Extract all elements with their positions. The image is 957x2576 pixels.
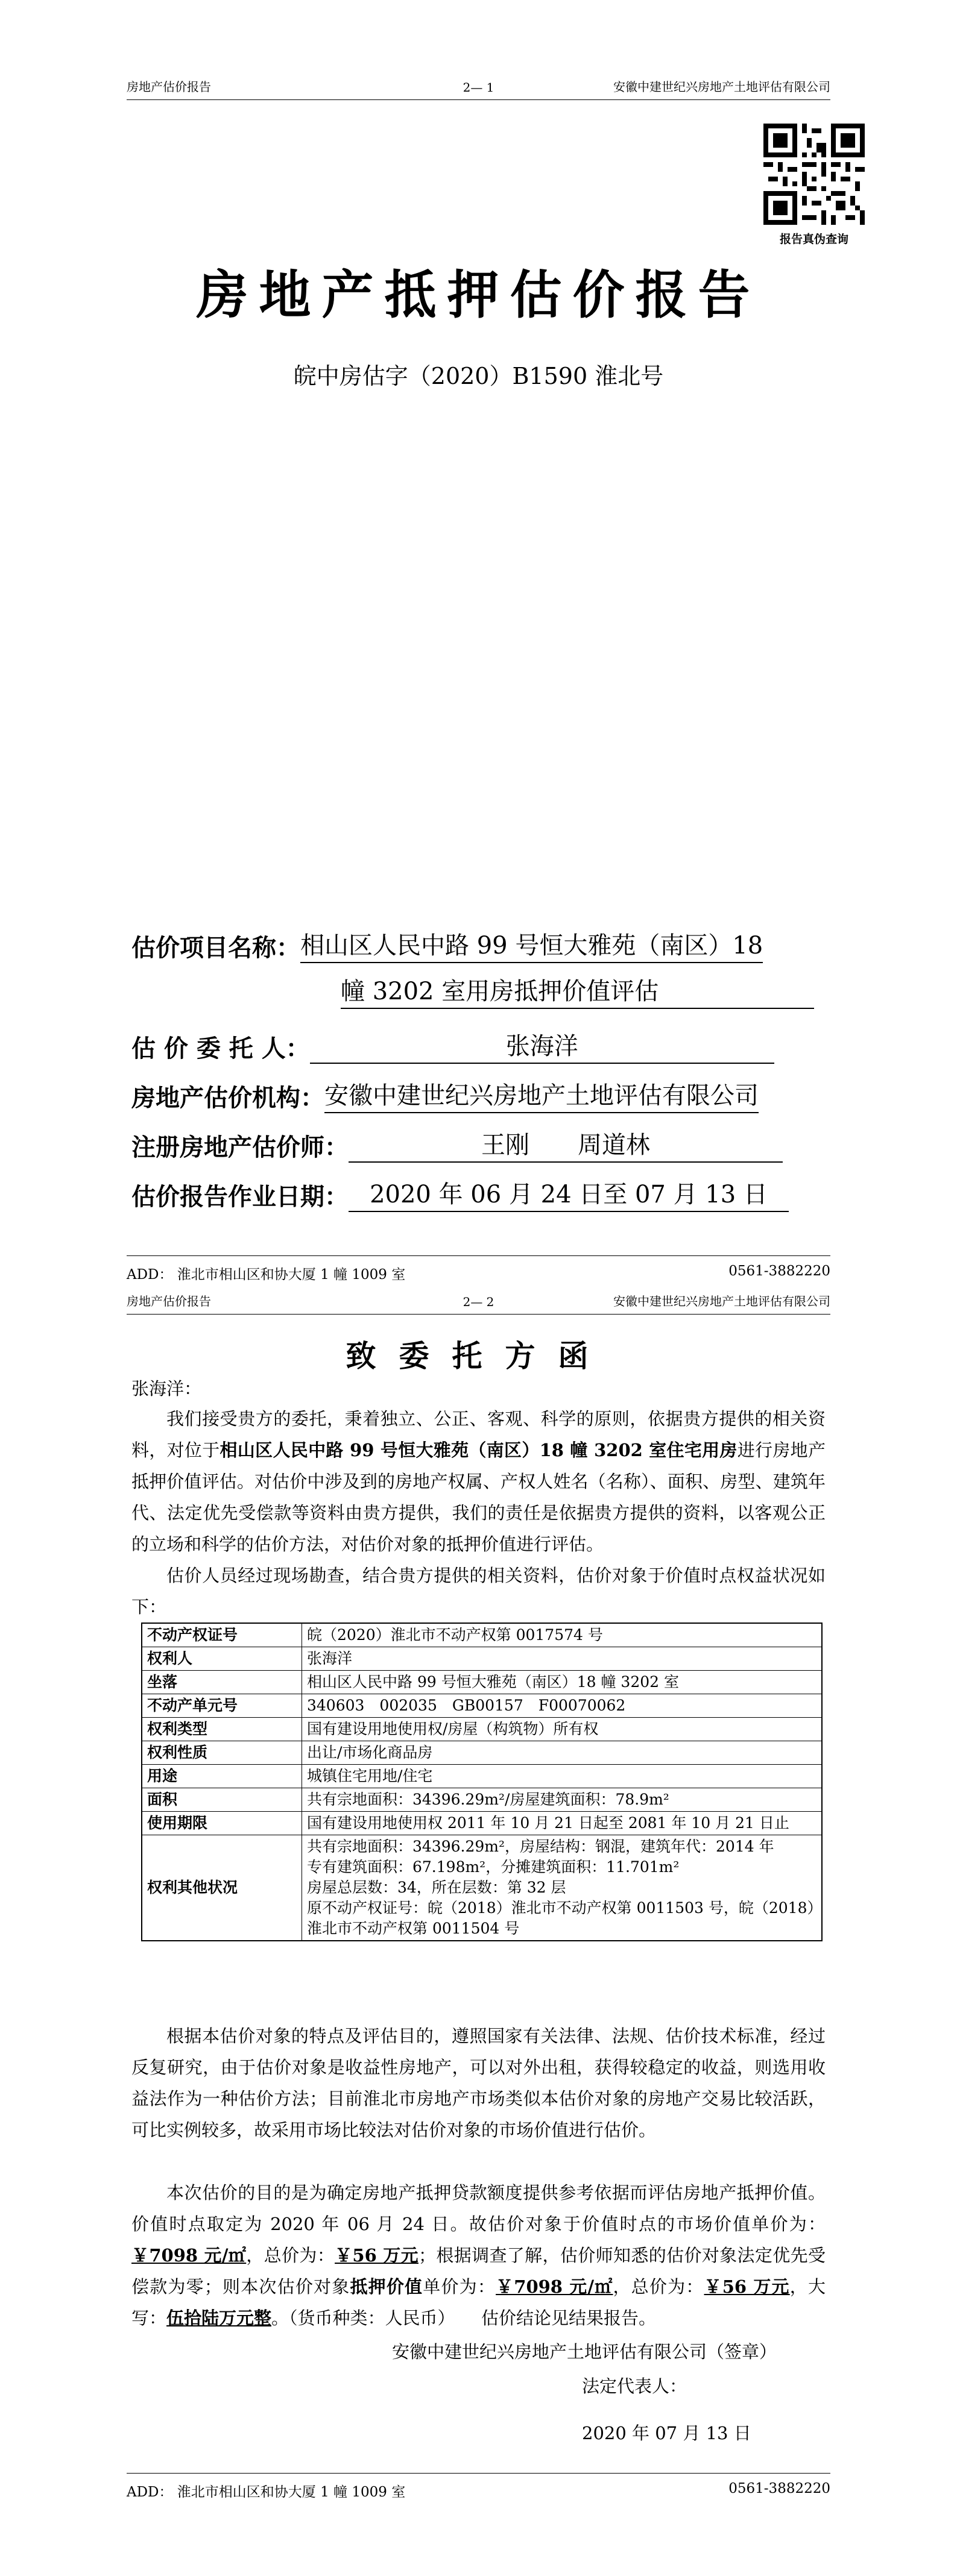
footer-phone: 0561-3882220 (728, 2481, 830, 2496)
footer-address: ADD： 淮北市相山区和协大厦 1 幢 1009 室 (127, 1267, 406, 1283)
table-row (142, 1835, 822, 1941)
date-value: 2020 年 06 月 24 日至 07 月 13 日 (349, 1175, 789, 1212)
table-value (302, 1741, 823, 1765)
table-row (142, 1812, 822, 1835)
table-row (142, 1741, 822, 1765)
table-key: 坐落 (142, 1671, 302, 1694)
client-label: 估 价 委 托 人： (131, 1034, 310, 1063)
table-value-line: 相山区人民中路 99 号恒大雅苑（南区）18 幢 3202 室 (307, 1673, 679, 1691)
table-value-line: 国有建设用地使用权/房屋（构筑物）所有权 (307, 1720, 599, 1738)
table-row (142, 1671, 822, 1694)
p4-text-h: 。（货币种类：人民币） 估价结论见结果报告。 (271, 2308, 657, 2328)
project-value-line2: 幢 3202 室用房抵押价值评估 (341, 972, 814, 1009)
table-value-line: 国有建设用地使用权 2011 年 10 月 21 日起至 2081 年 10 月 21 日止 (307, 1814, 789, 1832)
header-right: 安徽中建世纪兴房地产土地评估有限公司 (613, 80, 830, 94)
table-row (142, 1623, 822, 1647)
unit-price: ￥7098 元/㎡ (131, 2245, 247, 2266)
footer-address: ADD： 淮北市相山区和协大厦 1 幢 1009 室 (127, 2484, 406, 2500)
table-value-line: 张海洋 (307, 1650, 353, 1667)
table-value (302, 1718, 823, 1741)
page-footer (127, 2473, 830, 2501)
table-value-line: 房屋总层数：34，所在层数：第 32 层 (307, 1879, 566, 1896)
project-value-line1: 相山区人民中路 99 号恒大雅苑（南区）18 (300, 926, 763, 963)
project-label: 估价项目名称： (131, 934, 300, 962)
page-header (127, 1292, 830, 1315)
table-key: 权利性质 (142, 1741, 302, 1765)
p1-text-a: 我们接受贵方的委托，秉着独立、公正、客观、科学的原则，依据贵方提供的相关资料，对位于 (131, 1409, 826, 1460)
header-page-number: 2— 2 (463, 1295, 494, 1309)
appraiser-label: 注册房地产估价师： (131, 1133, 349, 1161)
agency-label: 房地产估价机构： (131, 1084, 324, 1112)
p4-text-b: ，总价为： (246, 2245, 335, 2266)
table-value (302, 1812, 823, 1835)
header-right: 安徽中建世纪兴房地产土地评估有限公司 (613, 1294, 830, 1308)
table-row (142, 1788, 822, 1812)
table-value (302, 1694, 823, 1718)
paragraph-4 (131, 2177, 826, 2334)
mortgage-unit-price: ￥7098 元/㎡ (496, 2276, 613, 2297)
table-value-line: 城镇住宅用地/住宅 (307, 1767, 433, 1785)
report-number: 皖中房估字（2020）B1590 淮北号 (293, 363, 664, 389)
table-value-line: 共有宗地面积：34396.29m²，房屋结构：钢混，建筑年代：2014 年 (307, 1838, 774, 1855)
mortgage-value-label: 抵押价值 (350, 2276, 423, 2297)
signature-date: 2020 年 07 月 13 日 (582, 2423, 751, 2443)
table-key: 权利其他状况 (142, 1835, 302, 1941)
table-key: 权利类型 (142, 1718, 302, 1741)
paragraph-3: 根据本估价对象的特点及评估目的，遵照国家有关法律、法规、估价技术标准，经过反复研究，由于估价对象是收益性房地产，可以对外出租，获得较稳定的收益，则选用收益法作为一种估价方法；目前淮北市房地产市场类似本估价对象的房地产交易比较活跃，可比实例较多，故采用市场比较法对估价对象的市场价值进行估价。 (131, 2026, 826, 2140)
mortgage-total-price: ￥56 万元 (704, 2276, 790, 2297)
paragraph-1 (131, 1403, 826, 1560)
table-key: 面积 (142, 1788, 302, 1812)
table-row (142, 1718, 822, 1741)
total-price: ￥56 万元 (335, 2245, 418, 2266)
header-left: 房地产估价报告 (127, 80, 211, 94)
table-value-line: 原不动产权证号：皖（2018）淮北市不动产权第 0011503 号，皖（2018） (307, 1899, 823, 1917)
table-key: 用途 (142, 1765, 302, 1788)
p1-text-c: 进行房地产抵押价值评估。对估价中涉及到的房地产权属、产权人姓名（名称）、面积、房型、建筑年代、法定优先受偿款等资料由贵方提供，我们的责任是依据贵方提供的资料，以客观公正的立场和科学的估价方法，对估价对象的抵押价值进行评估。 (131, 1440, 826, 1554)
addressee: 张海洋： (131, 1378, 202, 1399)
total-in-words: 伍拾陆万元整 (166, 2308, 272, 2328)
table-value (302, 1765, 823, 1788)
table-key: 权利人 (142, 1647, 302, 1671)
table-value-line: 340603 002035 GB00157 F00070062 (307, 1697, 626, 1714)
header-page-number: 2— 1 (463, 80, 494, 95)
report-title: 房地产抵押估价报告 (196, 265, 761, 325)
table-value-line: 淮北市不动产权第 0011504 号 (307, 1920, 520, 1937)
table-value-line: 皖（2020）淮北市不动产权第 0017574 号 (307, 1626, 603, 1644)
p4-text-c: ；根据调查了解，估价师知悉的估价对象法定优先受偿款为零；则本次估价对象 (131, 2245, 826, 2297)
p4-text-g: ，大写： (131, 2276, 826, 2328)
table-value-line: 专有建筑面积：67.198m²，分摊建筑面积：11.701m² (307, 1858, 680, 1876)
table-row (142, 1694, 822, 1718)
table-value-line: 出让/市场化商品房 (307, 1744, 433, 1761)
footer-phone: 0561-3882220 (728, 1263, 830, 1279)
rights-table (141, 1623, 823, 1941)
table-value (302, 1623, 823, 1647)
table-key: 使用期限 (142, 1812, 302, 1835)
table-key: 不动产单元号 (142, 1694, 302, 1718)
date-label: 估价报告作业日期： (131, 1183, 349, 1211)
signature-company: 安徽中建世纪兴房地产土地评估有限公司（签章） (392, 2342, 777, 2362)
p4-text-f: ，总价为： (613, 2276, 704, 2297)
qr-caption: 报告真伪查询 (779, 233, 848, 246)
signature-representative: 法定代表人： (582, 2376, 687, 2396)
table-row (142, 1765, 822, 1788)
table-row (142, 1647, 822, 1671)
table-value (302, 1647, 823, 1671)
p4-text-e: 单价为： (423, 2276, 496, 2297)
client-value: 张海洋 (310, 1027, 774, 1064)
p4-text-a: 本次估价的目的是为确定房地产抵押贷款额度提供参考依据而评估房地产抵押价值。价值时点取定为 2020 年 06 月 24 日。故估价对象于价值时点的市场价值单价为： (131, 2182, 826, 2234)
appraiser-value: 王刚 周道林 (349, 1126, 783, 1163)
paragraph-2: 估价人员经过现场勘查，结合贵方提供的相关资料，估价对象于价值时点权益状况如下： (131, 1565, 826, 1617)
letter-title: 致委托方函 (346, 1338, 611, 1374)
table-value (302, 1788, 823, 1812)
property-address: 相山区人民中路 99 号恒大雅苑（南区）18 幢 3202 室住宅用房 (220, 1440, 737, 1460)
table-value-line: 共有宗地面积：34396.29m²/房屋建筑面积：78.9m² (307, 1791, 669, 1808)
table-value (302, 1671, 823, 1694)
agency-value: 安徽中建世纪兴房地产土地评估有限公司 (324, 1076, 759, 1113)
header-left: 房地产估价报告 (127, 1294, 211, 1308)
table-value (302, 1835, 823, 1941)
table-key: 不动产权证号 (142, 1623, 302, 1647)
